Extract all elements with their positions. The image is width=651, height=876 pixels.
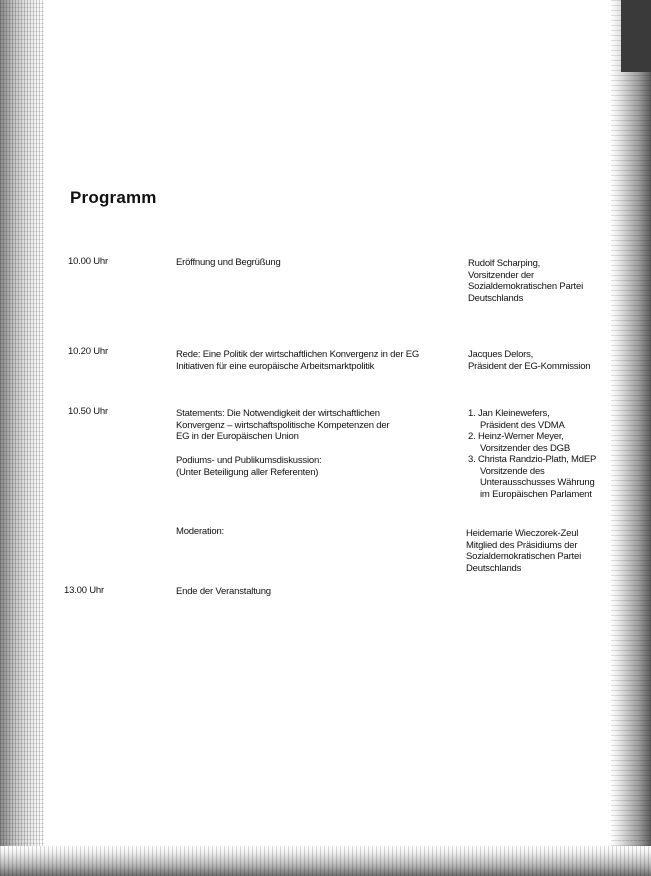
speaker-line: Heidemarie Wieczorek-Zeul <box>466 528 579 539</box>
speaker-role: Vorsitzender des DGB <box>480 442 570 454</box>
time-10-20: 10.20 Uhr <box>68 346 108 357</box>
speaker-line: Deutschlands <box>466 562 522 574</box>
topic-line: Rede: Eine Politik der wirtschaftlichen Konvergenz in der EG <box>176 349 420 360</box>
topic-line: Eröffnung und Begrüßung <box>176 257 281 268</box>
speaker-line: Rudolf Scharping, <box>468 258 541 269</box>
topic-line: Statements: Die Notwendigkeit der wirtschaftlichen <box>176 408 380 419</box>
topic-line: EG in der Europäischen Union <box>176 431 299 442</box>
topic-line: Initiativen für eine europäische Arbeitsmarktpolitik <box>176 360 375 372</box>
discussion-line: (Unter Beteiligung aller Referenten) <box>176 466 319 478</box>
speaker-role: Vorsitzende des <box>480 465 545 477</box>
speaker-name: 3. Christa Randzio-Plath, MdEP <box>468 454 597 465</box>
speaker-name: 2. Heinz-Werner Meyer, <box>468 431 564 442</box>
speaker-line: Präsident der EG-Kommission <box>468 360 591 372</box>
speaker-line: Vorsitzender der <box>468 269 534 281</box>
speaker-name: 1. Jan Kleinewefers, <box>468 408 550 419</box>
scan-edge-left <box>0 0 44 876</box>
discussion-line: Podiums- und Publikumsdiskussion: <box>176 455 322 466</box>
time-10-00: 10.00 Uhr <box>68 256 108 267</box>
speaker-list <box>468 408 596 500</box>
speaker-line: Jacques Delors, <box>468 349 534 360</box>
speaker-scharping <box>468 258 583 304</box>
topic-line: Konvergenz – wirtschaftspolitische Kompetenzen der <box>176 419 390 431</box>
speakers-list <box>468 408 596 500</box>
topic-statements <box>176 408 389 443</box>
speaker-line: Sozialdemokratischen Partei <box>466 551 581 562</box>
speaker-line: Mitglied des Präsidiums der <box>466 539 578 551</box>
speaker-wieczorek-zeul <box>466 528 581 574</box>
speaker-delors <box>468 349 590 372</box>
speaker-line: Deutschlands <box>468 292 524 304</box>
speaker-role: Präsident des VDMA <box>480 419 565 431</box>
topic-speech <box>176 349 419 372</box>
time-13-00: 13.00 Uhr <box>64 585 104 596</box>
topic-discussion <box>176 455 321 478</box>
topic-opening <box>176 257 281 269</box>
topic-line: Ende der Veranstaltung <box>176 586 271 597</box>
speaker-line: Sozialdemokratischen Partei <box>468 281 583 292</box>
time-10-50: 10.50 Uhr <box>68 406 108 417</box>
scan-edge-bottom <box>0 846 651 876</box>
speaker-role: Unterausschusses Währung <box>480 477 595 488</box>
moderation-label: Moderation: <box>176 526 224 537</box>
list-item <box>468 431 596 454</box>
list-item <box>468 454 596 500</box>
list-item <box>468 408 596 431</box>
speaker-role: im Europäischen Parlament <box>480 488 592 500</box>
scan-edge-right <box>611 0 651 876</box>
topic-end <box>176 586 271 598</box>
scan-edge-corner <box>621 0 651 72</box>
page-title: Programm <box>70 188 157 207</box>
